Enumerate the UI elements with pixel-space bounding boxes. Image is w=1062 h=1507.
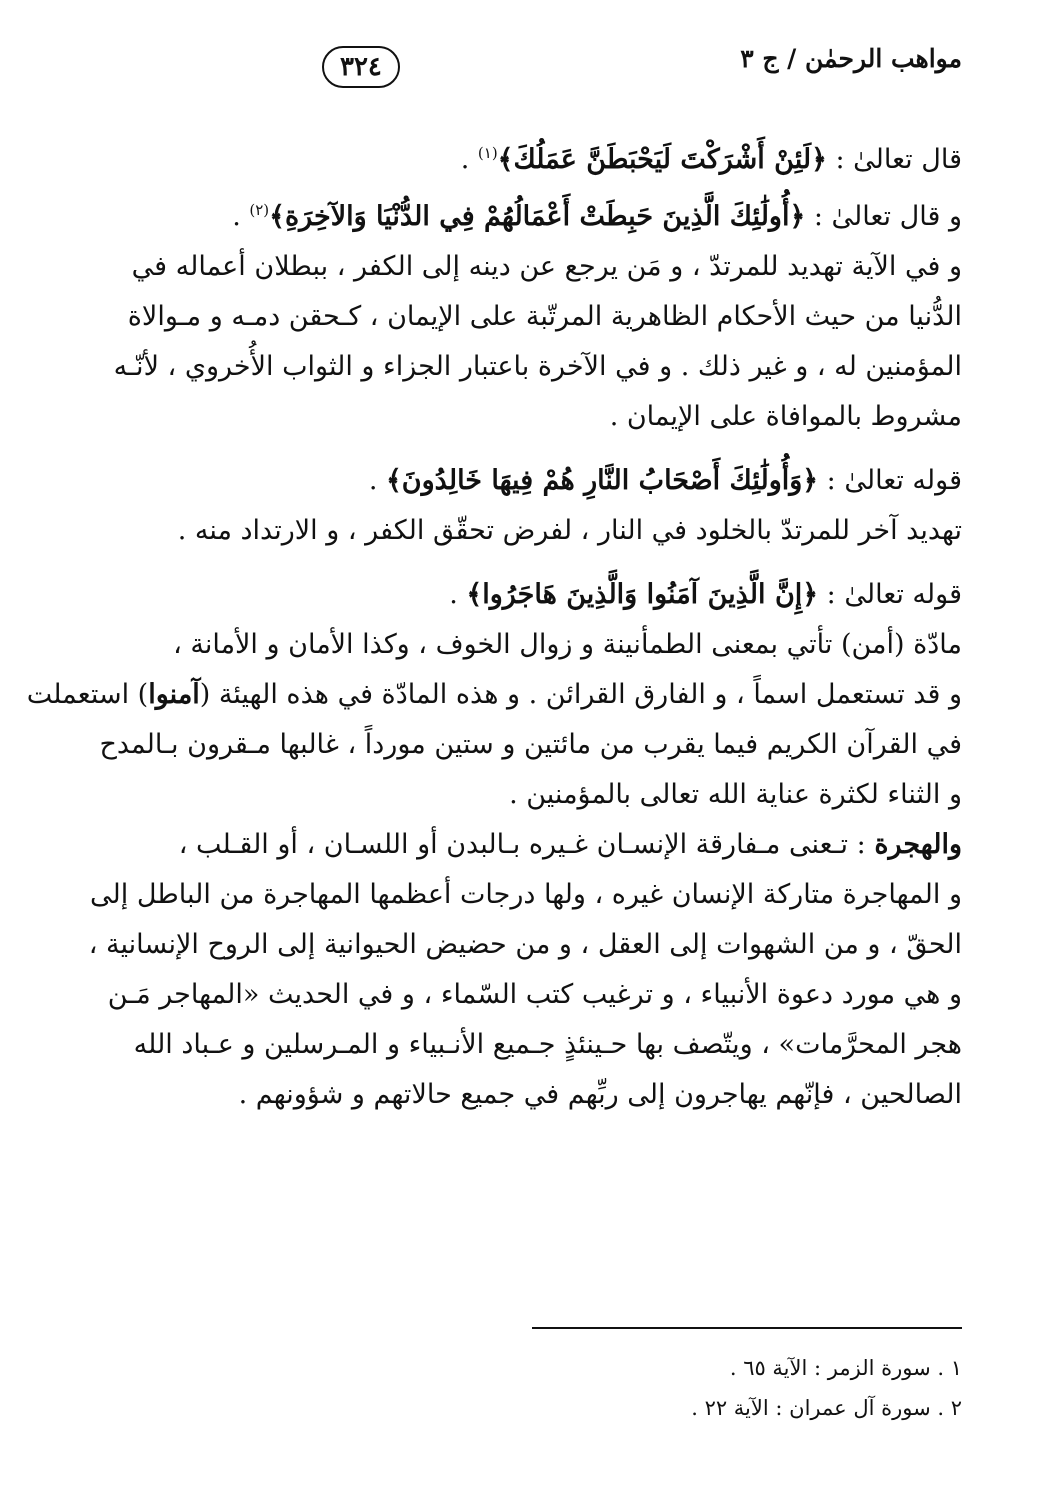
- paragraph-line: و الثناء لكثرة عناية الله تعالى بالمؤمنين .: [509, 779, 962, 810]
- paragraph-line: الدُّنيا من حيث الأحكام الظاهرية المرتّبة على الإيمان ، كـحقن دمـه و مـوالاة: [127, 301, 962, 332]
- paragraph-line: مادّة (أمن) تأتي بمعنى الطمأنينة و زوال الخوف ، وكذا الأمان و الأمانة ،: [173, 629, 962, 660]
- quran-verse: ﴿لَئِنْ أَشْرَكْتَ لَيَحْبَطَنَّ عَمَلُكَ﴾: [497, 144, 827, 175]
- bold-term: آمنوا: [148, 679, 200, 710]
- text-span: : تـعنى مـفارقة الإنسـان غـيره بـالبدن أو اللسـان ، أو القـلب ،: [178, 829, 875, 860]
- paragraph-line: الحقّ ، و من الشهوات إلى العقل ، و من حضيض الحيوانية إلى الروح الإنسانية ،: [88, 929, 962, 960]
- paragraph-line: هجر المحرَّمات» ، ويتّصف بها حـينئذٍ جـميع الأنـبياء و المـرسلين و عـباد الله: [133, 1029, 962, 1060]
- verse-intro: قال تعالىٰ :: [826, 144, 962, 175]
- footnote-ref[interactable]: (٢): [249, 201, 270, 219]
- punctuation: .: [232, 201, 250, 232]
- paragraph-line: [102, 820, 962, 870]
- bold-term: والهجرة: [874, 829, 962, 860]
- verse-line-2: [102, 185, 962, 242]
- paragraph-gap: [102, 442, 962, 456]
- footnote-divider: [532, 1327, 962, 1329]
- paragraph-line: و هي مورد دعوة الأنبياء ، و ترغيب كتب السّماء ، و في الحديث «المهاجر مَـن: [107, 979, 962, 1010]
- body-text: [26, 128, 962, 1120]
- paragraph-line: تهديد آخر للمرتدّ بالخلود في النار ، لفرض تحقّق الكفر ، و الارتداد منه .: [177, 515, 962, 546]
- verse-line-1: [102, 128, 962, 185]
- paragraph-line: [26, 670, 962, 720]
- page-header: [78, 38, 962, 98]
- paragraph-line: الصالحين ، فإنّهم يهاجرون إلى ربِّهم في جميع حالاتهم و شؤونهم .: [238, 1079, 962, 1110]
- paragraph-line: و في الآية تهديد للمرتدّ ، و مَن يرجع عن دينه إلى الكفر ، ببطلان أعماله في: [131, 251, 962, 282]
- footnote-1: ١ . سورة الزمر : الآية ٦٥ .: [729, 1356, 962, 1380]
- footnote-ref[interactable]: (١): [477, 144, 498, 162]
- paragraph-line: في القرآن الكريم فيما يقرب من مائتين و ستين مورداً ، غالبها مـقرون بـالمدح: [99, 729, 962, 760]
- verse-intro: و قال تعالىٰ :: [805, 201, 962, 232]
- paragraph-line: و المهاجرة متاركة الإنسان غيره ، ولها درجات أعظمها المهاجرة من الباطل إلى: [90, 879, 962, 910]
- verse-heading: [102, 456, 962, 506]
- page-number: ٣٢٤: [322, 46, 400, 88]
- running-title: مواهب الرحمٰن / ج ٣: [740, 44, 962, 73]
- text-span: ) استعملت: [26, 679, 149, 710]
- verse-intro: قوله تعالىٰ :: [818, 465, 962, 496]
- footnotes: [102, 1348, 962, 1428]
- text-span: و قد تستعمل اسماً ، و الفارق القرائن . و هذه المادّة في هذه الهيئة (: [199, 679, 962, 710]
- quran-verse: ﴿إِنَّ الَّذِينَ آمَنُوا وَالَّذِينَ هَاجَرُوا﴾: [466, 579, 819, 610]
- punctuation: .: [460, 144, 478, 175]
- punctuation: .: [368, 465, 386, 496]
- paragraph-line: المؤمنين له ، و غير ذلك . و في الآخرة باعتبار الجزاء و الثواب الأُخروي ، لأنّـه: [113, 351, 962, 382]
- quran-verse: ﴿أُولَٰئِكَ الَّذِينَ حَبِطَتْ أَعْمَالُهُمْ فِي الدُّنْيَا وَالآخِرَةِ﴾: [269, 201, 806, 232]
- footnote-2: ٢ . سورة آل عمران : الآية ٢٢ .: [691, 1396, 962, 1420]
- verse-intro: قوله تعالىٰ :: [818, 579, 962, 610]
- paragraph-gap: [102, 556, 962, 570]
- paragraph-line: مشروط بالموافاة على الإيمان .: [609, 401, 962, 432]
- punctuation: .: [449, 579, 467, 610]
- quran-verse: ﴿وَأُولَٰئِكَ أَصْحَابُ النَّارِ هُمْ فِيهَا خَالِدُونَ﴾: [385, 465, 819, 496]
- verse-heading: [102, 570, 962, 620]
